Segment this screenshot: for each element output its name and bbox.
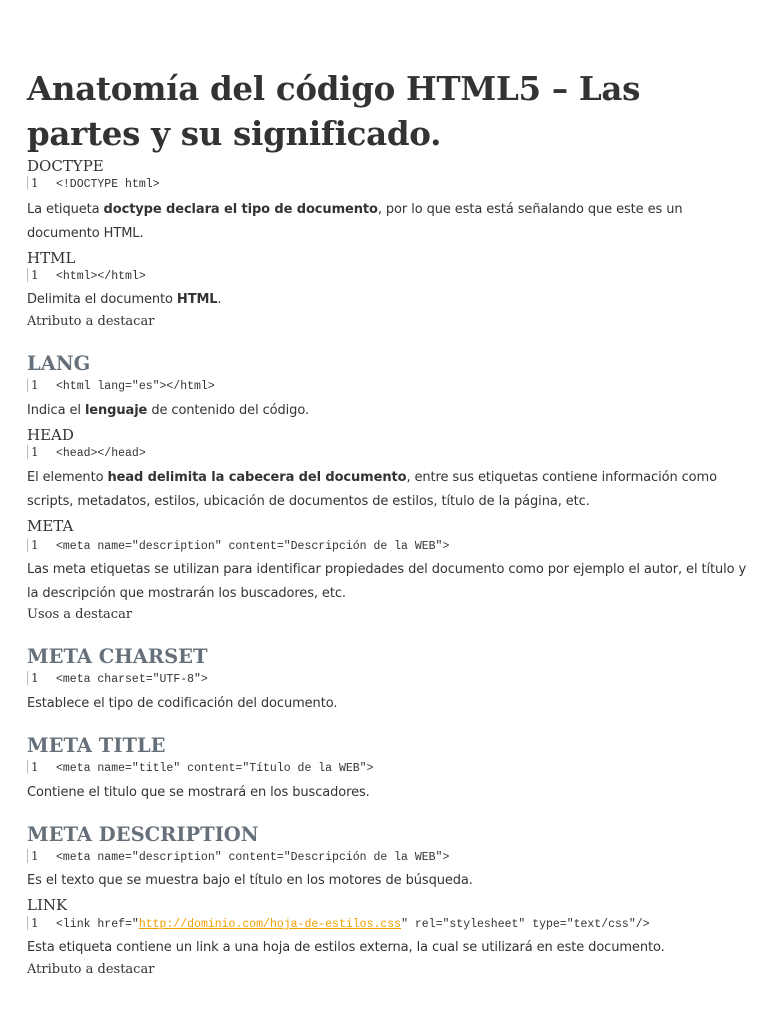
line-number: 1	[27, 176, 49, 190]
line-number: 1	[27, 538, 49, 552]
doctype-heading: DOCTYPE	[27, 157, 104, 175]
doctype-description: La etiqueta doctype declara el tipo de documento, por lo que esta está señalando que este es un documento HTML.	[27, 202, 683, 241]
meta-code-block	[27, 538, 449, 553]
page-title: Anatomía del código HTML5 – Las partes y su significado.	[27, 69, 641, 153]
head-heading: HEAD	[27, 426, 74, 444]
meta-charset-code: <meta charset="UTF-8">	[56, 673, 208, 686]
line-number: 1	[27, 916, 49, 930]
meta-charset-heading: META CHARSET	[27, 645, 208, 668]
head-code: <head></head>	[56, 447, 146, 460]
doctype-code-block	[27, 176, 160, 191]
html-code-block	[27, 268, 146, 283]
head-description: El elemento head delimita la cabecera del documento, entre sus etiquetas contiene información como scripts, metadatos, estilos, ubicación de documentos de estilos, título de la página, etc.	[27, 470, 717, 509]
meta-title-code: <meta name="title" content="Título de la WEB">	[56, 762, 374, 775]
html-note: Atributo a destacar	[27, 314, 155, 329]
link-heading: LINK	[27, 896, 68, 914]
lang-description: Indica el lenguaje de contenido del código.	[27, 403, 309, 418]
stylesheet-url-link[interactable]: http://dominio.com/hoja-de-estilos.css	[138, 918, 402, 931]
meta-charset-description: Establece el tipo de codificación del documento.	[27, 696, 338, 711]
html-code: <html></html>	[56, 270, 146, 283]
link-code-end: " rel="stylesheet" type="text/css"/>	[401, 918, 650, 931]
lang-code-block	[27, 378, 215, 393]
html-description: Delimita el documento HTML.	[27, 292, 222, 307]
meta-code: <meta name="description" content="Descripción de la WEB">	[56, 540, 450, 553]
line-number: 1	[27, 671, 49, 685]
doctype-code: <!DOCTYPE html>	[56, 178, 160, 191]
meta-note: Usos a destacar	[27, 607, 133, 622]
meta-heading: META	[27, 517, 74, 535]
meta-description-code: <meta name="description" content="Descripción de la WEB">	[56, 851, 450, 864]
link-code-block	[27, 916, 650, 931]
meta-title-description: Contiene el titulo que se mostrará en los buscadores.	[27, 785, 370, 800]
meta-charset-code-block	[27, 671, 208, 686]
head-code-block	[27, 445, 146, 460]
lang-code: <html lang="es"></html>	[56, 380, 215, 393]
link-description: Esta etiqueta contiene un link a una hoja de estilos externa, la cual se utilizará en este documento.	[27, 940, 665, 955]
line-number: 1	[27, 378, 49, 392]
meta-description-text: Es el texto que se muestra bajo el título en los motores de búsqueda.	[27, 873, 473, 888]
line-number: 1	[27, 268, 49, 282]
lang-heading: LANG	[27, 352, 91, 375]
meta-description-heading: META DESCRIPTION	[27, 823, 259, 846]
link-code-start: <link href="	[56, 918, 139, 931]
meta-description-code-block	[27, 849, 449, 864]
meta-title-heading: META TITLE	[27, 734, 166, 757]
link-note: Atributo a destacar	[27, 962, 155, 977]
meta-description: Las meta etiquetas se utilizan para identificar propiedades del documento como por ejemplo el autor, el título y la descripción que mostrarán los buscadores, etc.	[27, 562, 747, 601]
meta-title-code-block	[27, 760, 373, 775]
line-number: 1	[27, 849, 49, 863]
line-number: 1	[27, 445, 49, 459]
line-number: 1	[27, 760, 49, 774]
html-heading: HTML	[27, 249, 76, 267]
